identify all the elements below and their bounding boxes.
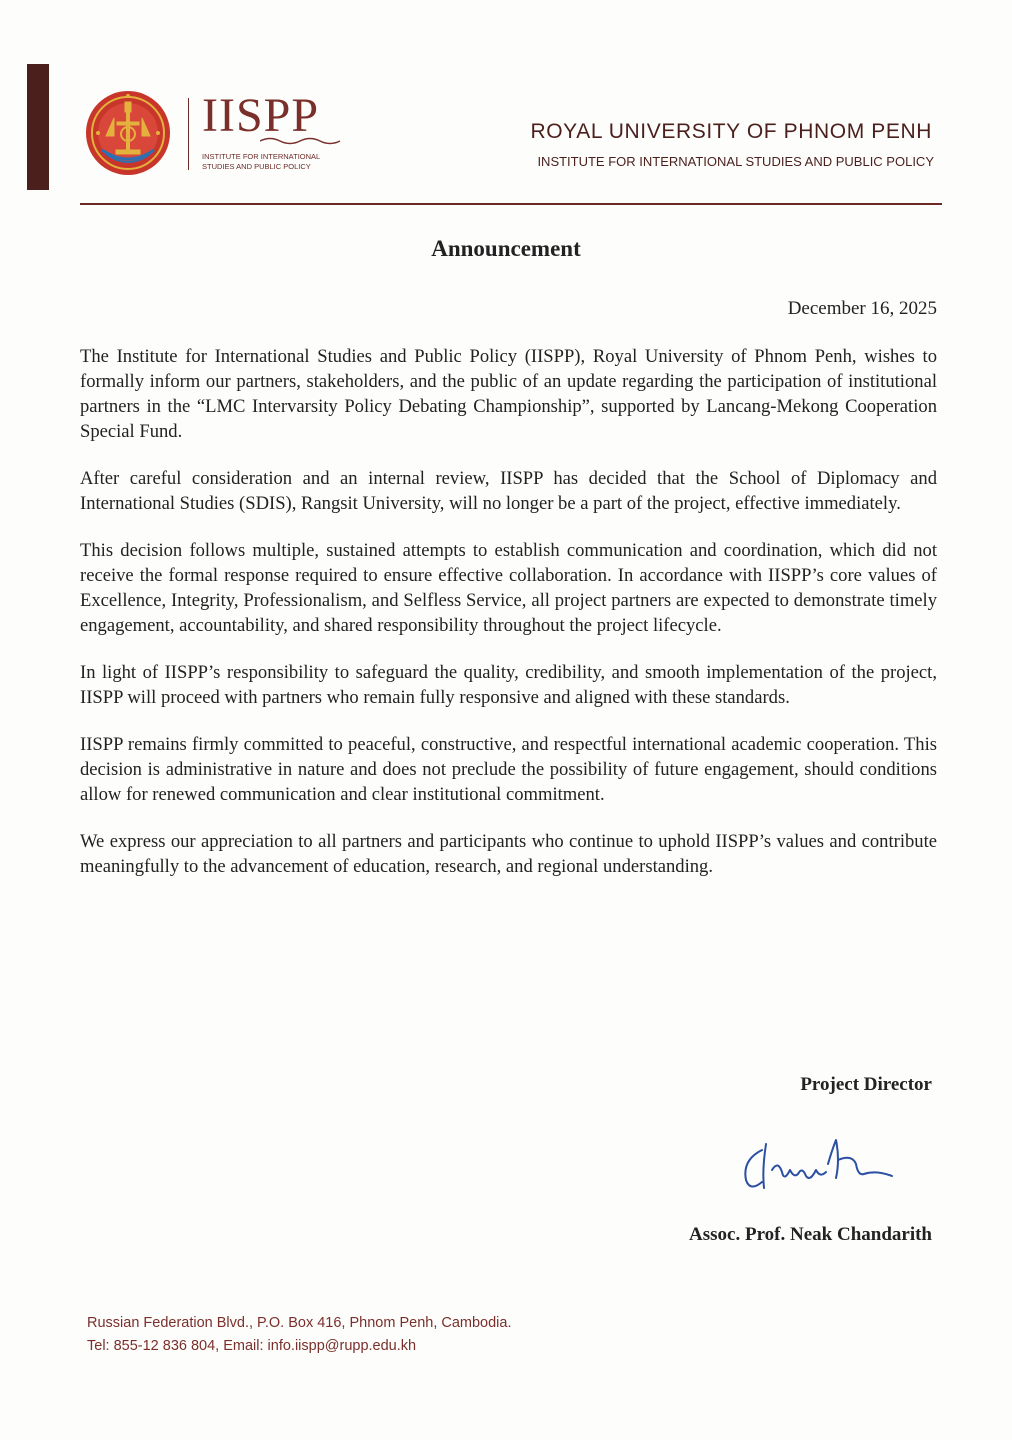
footer-phone-email: Tel: 855-12 836 804, Email: info.iispp@rupp.edu.kh	[87, 1338, 417, 1354]
left-accent-bar	[27, 64, 49, 190]
signature-block	[689, 1074, 932, 1245]
footer-contact	[87, 1312, 512, 1358]
header-divider	[80, 203, 942, 205]
body-paragraph: This decision follows multiple, sustained attempts to establish communication and coordination, which did not receive the formal response required to ensure effective collaboration. In accordance with IISPP’s core values of Excellence, Integrity, Professionalism, and Selfless Service, all project partners are expected to demonstrate timely engagement, accountability, and shared responsibility throughout the project lifecycle.	[80, 540, 937, 636]
body-paragraph: The Institute for International Studies and Public Policy (IISPP), Royal University of Phnom Penh, wishes to formally inform our partners, stakeholders, and the public of an update regarding the participation of institutional partners in the “LMC Intervarsity Policy Debating Championship”, supported by Lancang-Mekong Cooperation Special Fund.	[80, 346, 937, 442]
document-date: December 16, 2025	[787, 298, 937, 319]
body-paragraph: After careful consideration and an internal review, IISPP has decided that the School of Diplomacy and International Studies (SDIS), Rangsit University, will no longer be a part of the project, effective immediately.	[80, 468, 937, 514]
iispp-logo-text: IISPP	[202, 89, 320, 142]
logo-subtitle-line1: INSTITUTE FOR INTERNATIONAL	[202, 152, 321, 161]
university-seal-icon	[84, 88, 172, 178]
body-paragraph: In light of IISPP’s responsibility to safeguard the quality, credibility, and smooth implementation of the project, IISPP will proceed with partners who remain fully responsive and aligned with these standards.	[80, 662, 937, 708]
signatory-role: Project Director	[800, 1074, 932, 1095]
logo-divider	[188, 98, 189, 170]
institute-name: INSTITUTE FOR INTERNATIONAL STUDIES AND PUBLIC POLICY	[537, 154, 934, 169]
iispp-logo	[202, 89, 342, 172]
logo-wave-icon	[260, 136, 400, 146]
logo-subtitle	[202, 152, 320, 172]
logo-subtitle-line2: STUDIES AND PUBLIC POLICY	[202, 162, 311, 171]
footer-address: Russian Federation Blvd., P.O. Box 416, Phnom Penh, Cambodia.	[87, 1315, 512, 1331]
document-title: Announcement	[431, 236, 581, 261]
document-body	[80, 344, 937, 901]
university-name: ROYAL UNIVERSITY OF PHNOM PENH	[530, 120, 932, 143]
body-paragraph: IISPP remains firmly committed to peaceful, constructive, and respectful international academic cooperation. This decision is administrative in nature and does not preclude the possibility of future engagement, should conditions allow for renewed communication and clear institutional commitment.	[80, 734, 937, 805]
body-paragraph: We express our appreciation to all partners and participants who continue to uphold IISPP’s values and contribute meaningfully to the advancement of education, research, and regional understanding.	[80, 831, 937, 877]
handwritten-signature-icon	[732, 1130, 912, 1200]
signatory-name: Assoc. Prof. Neak Chandarith	[689, 1224, 932, 1245]
